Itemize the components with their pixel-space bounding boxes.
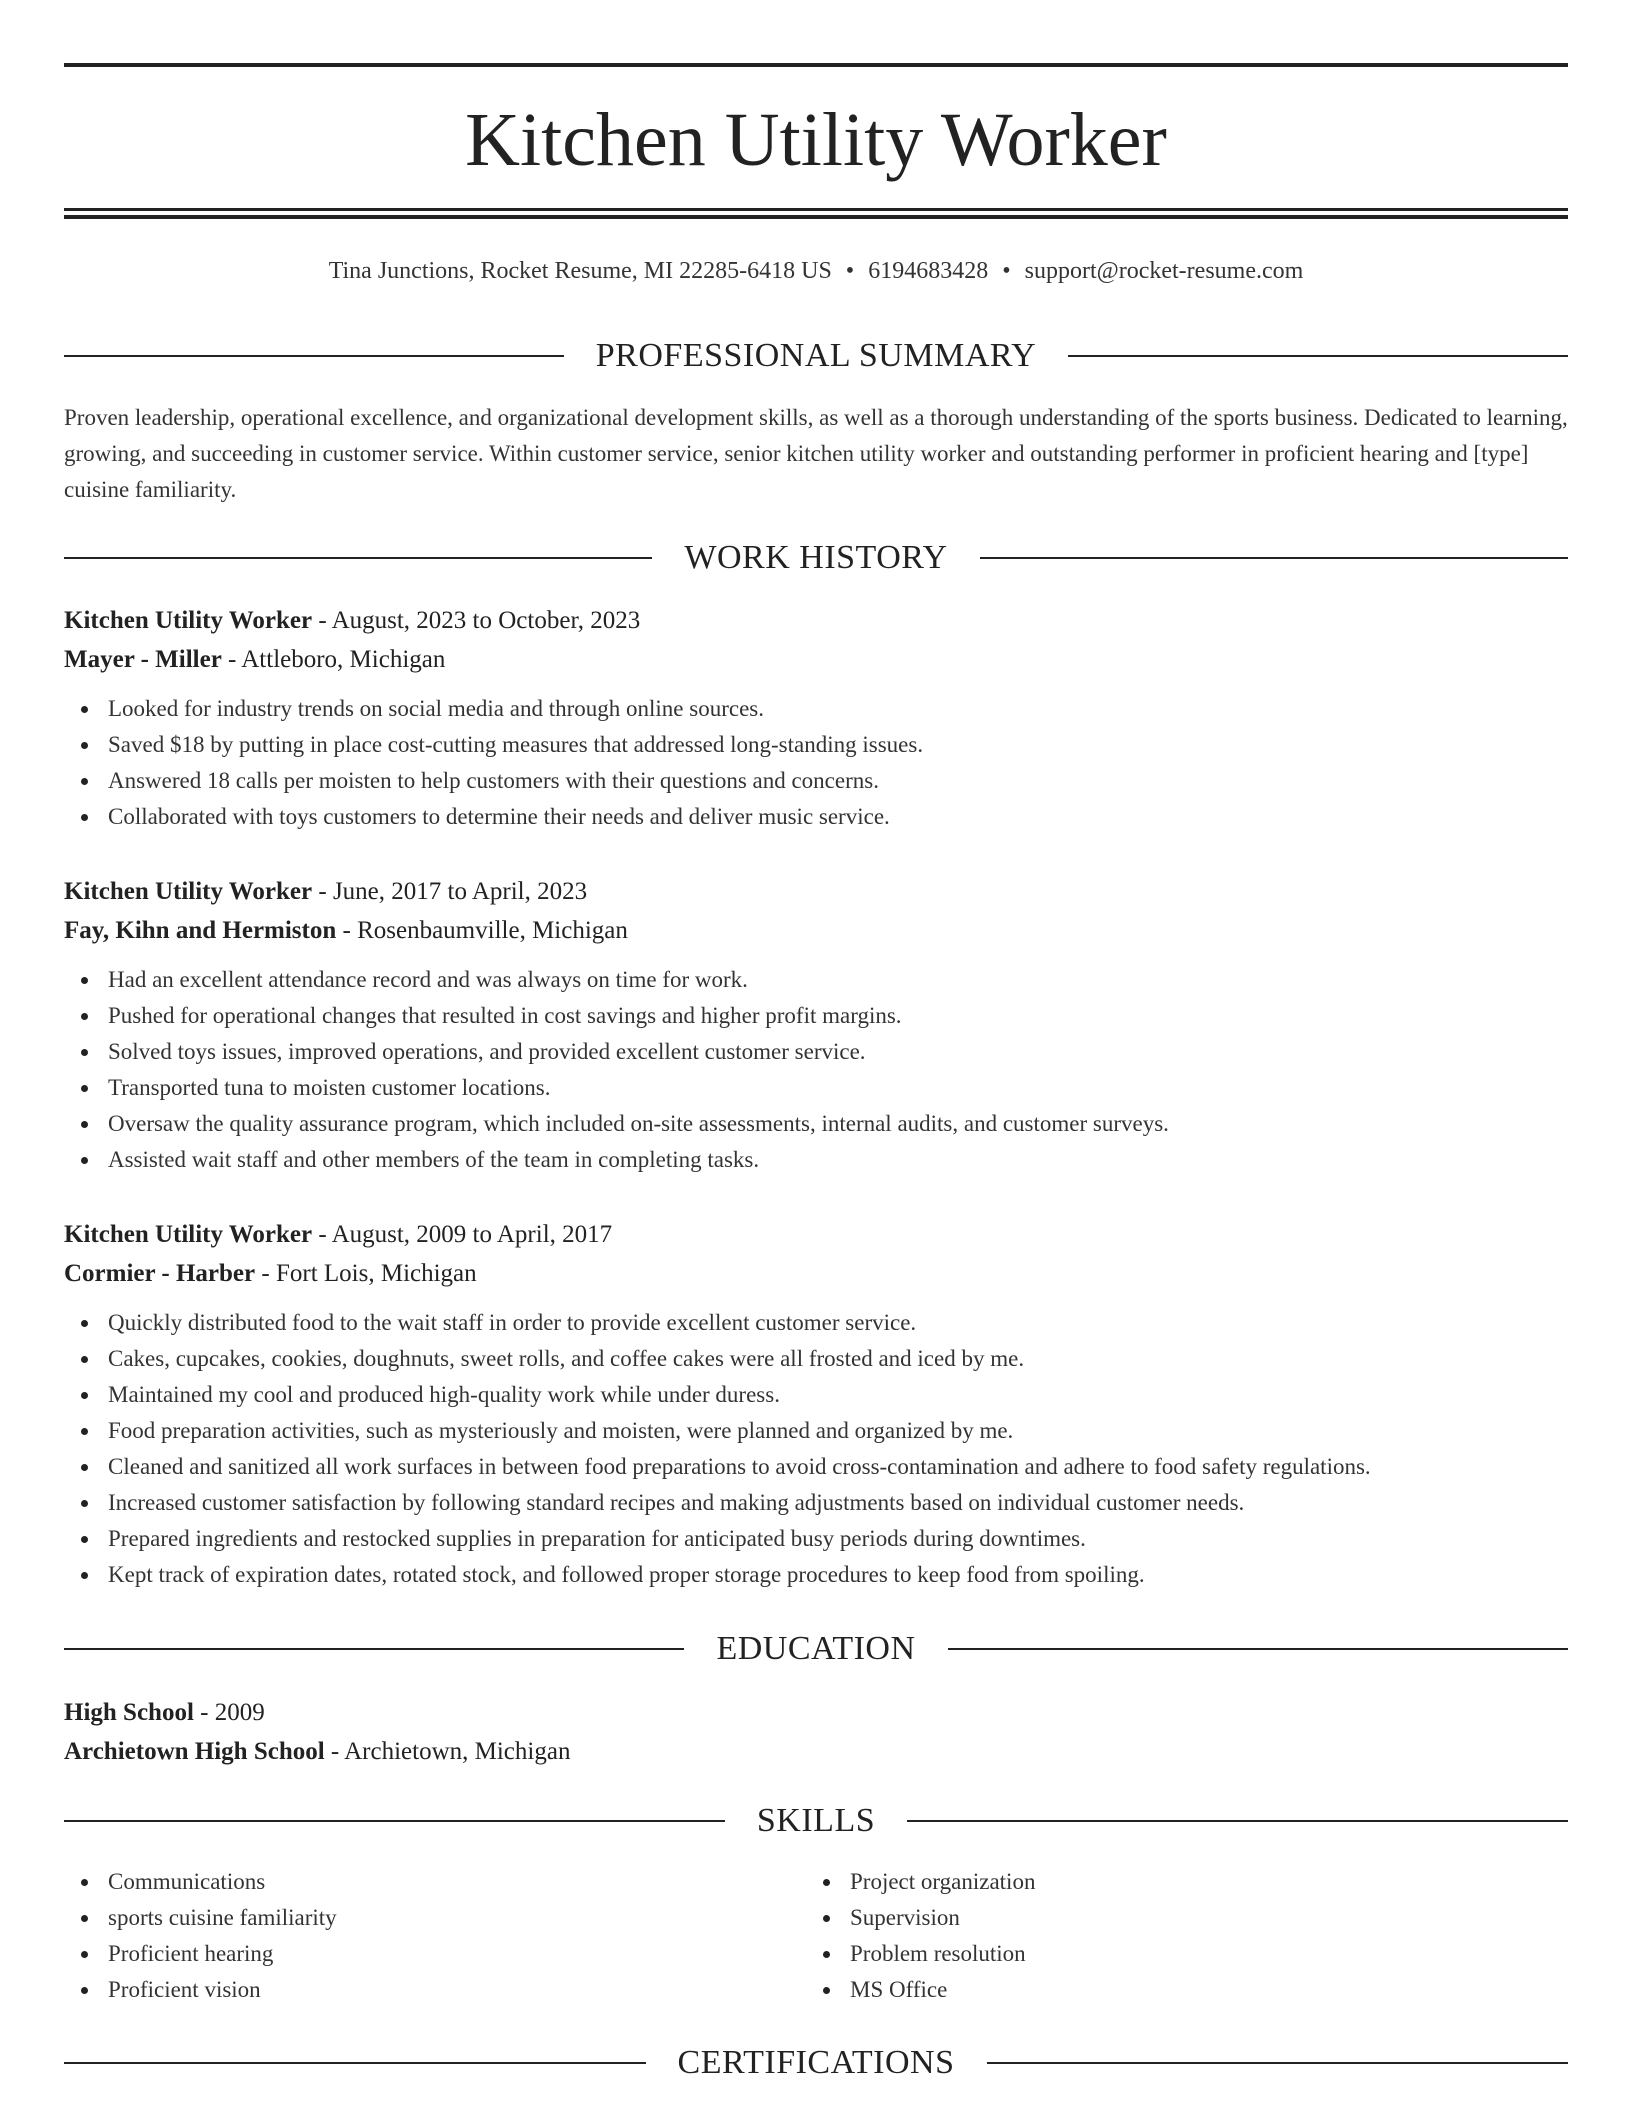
education-location: - Archietown, Michigan (324, 1738, 571, 1765)
skill-item: Proficient vision (64, 1972, 806, 2008)
contact-line (64, 254, 1568, 288)
job-entry (64, 601, 1568, 835)
job-bullet: Transported tuna to moisten customer locations. (64, 1070, 1568, 1106)
section-heading-summary (64, 334, 1568, 378)
education-year: - 2009 (193, 1699, 265, 1726)
job-bullet-list (64, 1305, 1568, 1593)
section-heading-education (64, 1627, 1568, 1671)
job-title-line (64, 872, 1568, 911)
heading-rule (64, 557, 652, 559)
job-bullet: Assisted wait staff and other members of the team in completing tasks. (64, 1142, 1568, 1178)
job-location: - Rosenbaumville, Michigan (336, 917, 628, 944)
contact-separator: • (845, 258, 855, 284)
job-dates: - June, 2017 to April, 2023 (312, 878, 588, 905)
job-company-line (64, 1254, 1568, 1293)
heading-rule (1068, 355, 1568, 357)
skills-list-left (64, 1864, 806, 2008)
job-dates: - August, 2009 to April, 2017 (312, 1221, 613, 1248)
heading-rule (64, 1820, 725, 1822)
job-location: - Attleboro, Michigan (221, 646, 446, 673)
skill-item: Supervision (806, 1900, 1548, 1936)
job-bullet: Collaborated with toys customers to determine their needs and deliver music service. (64, 799, 1568, 835)
skill-item: Problem resolution (806, 1936, 1548, 1972)
job-bullet: Cleaned and sanitized all work surfaces in between food preparations to avoid cross-contamination and adhere to food safety regulations. (64, 1449, 1568, 1485)
title-rule-upper (64, 208, 1568, 211)
job-bullet: Food preparation activities, such as mysteriously and moisten, were planned and organized by me. (64, 1413, 1568, 1449)
job-title-line (64, 1215, 1568, 1254)
job-bullet: Prepared ingredients and restocked supplies in preparation for anticipated busy periods during downtimes. (64, 1521, 1568, 1557)
summary-paragraph: Proven leadership, operational excellence, and organizational development skills, as well as a thorough understanding of the sports business. Dedicated to learning, growing, and succeeding in customer service. Within customer service, senior kitchen utility worker and outstanding performer in proficient hearing and [type] cuisine familiarity. (64, 405, 1568, 502)
job-company-line (64, 911, 1568, 950)
job-bullet: Maintained my cool and produced high-quality work while under duress. (64, 1377, 1568, 1413)
section-heading-certifications (64, 2041, 1568, 2085)
education-degree-line (64, 1693, 1568, 1732)
section-title: SKILLS (756, 1802, 876, 1839)
skill-item: Communications (64, 1864, 806, 1900)
job-bullet: Answered 18 calls per moisten to help customers with their questions and concerns. (64, 763, 1568, 799)
skills-list-right (806, 1864, 1548, 2008)
job-title: Kitchen Utility Worker (64, 607, 313, 634)
job-bullet: Oversaw the quality assurance program, which included on-site assessments, internal audits, and customer surveys. (64, 1106, 1568, 1142)
heading-rule (64, 1648, 684, 1650)
job-bullet: Solved toys issues, improved operations, and provided excellent customer service. (64, 1034, 1568, 1070)
contact-separator: • (1002, 258, 1011, 284)
heading-rule (64, 2062, 646, 2064)
heading-rule (907, 1820, 1568, 1822)
job-location: - Fort Lois, Michigan (255, 1260, 477, 1287)
education-degree: High School (64, 1699, 194, 1726)
contact-phone: 6194683428 (868, 258, 989, 284)
job-bullet: Pushed for operational changes that resulted in cost savings and higher profit margins. (64, 998, 1568, 1034)
job-bullet: Cakes, cupcakes, cookies, doughnuts, sweet rolls, and coffee cakes were all frosted and iced by me. (64, 1341, 1568, 1377)
resume-title: Kitchen Utility Worker (465, 98, 1167, 182)
section-heading-skills (64, 1799, 1568, 1843)
job-entry (64, 872, 1568, 1178)
job-bullet: Had an excellent attendance record and was always on time for work. (64, 962, 1568, 998)
skill-item: sports cuisine familiarity (64, 1900, 806, 1936)
skill-item: Proficient hearing (64, 1936, 806, 1972)
job-company: Mayer - Miller (64, 646, 222, 673)
title-rule-lower (64, 215, 1568, 219)
heading-rule (948, 1648, 1568, 1650)
job-bullet: Increased customer satisfaction by following standard recipes and making adjustments based on individual customer needs. (64, 1485, 1568, 1521)
job-company: Fay, Kihn and Hermiston (64, 917, 337, 944)
job-company-line (64, 640, 1568, 679)
job-bullet-list (64, 691, 1568, 835)
heading-rule (64, 355, 564, 357)
job-title: Kitchen Utility Worker (64, 1221, 313, 1248)
education-school: Archietown High School (64, 1738, 325, 1765)
education-school-line (64, 1732, 1568, 1771)
contact-email: support@rocket-resume.com (1024, 258, 1304, 284)
skill-item: MS Office (806, 1972, 1548, 2008)
section-title: EDUCATION (716, 1630, 916, 1667)
job-dates: - August, 2023 to October, 2023 (312, 607, 641, 634)
contact-address: Tina Junctions, Rocket Resume, MI 22285-6418 US (328, 258, 832, 284)
top-rule (64, 63, 1568, 67)
job-bullet-list (64, 962, 1568, 1178)
section-title: WORK HISTORY (684, 539, 948, 576)
job-company: Cormier - Harber (64, 1260, 256, 1287)
job-entry (64, 1215, 1568, 1593)
skills-columns (64, 1864, 1568, 2008)
job-title-line (64, 601, 1568, 640)
section-title: CERTIFICATIONS (677, 2044, 955, 2081)
job-bullet: Kept track of expiration dates, rotated stock, and followed proper storage procedures to keep food from spoiling. (64, 1557, 1568, 1593)
job-bullet: Saved $18 by putting in place cost-cutting measures that addressed long-standing issues. (64, 727, 1568, 763)
section-title: PROFESSIONAL SUMMARY (595, 337, 1037, 374)
job-bullet: Quickly distributed food to the wait staff in order to provide excellent customer service. (64, 1305, 1568, 1341)
heading-rule (980, 557, 1568, 559)
section-heading-work-history (64, 536, 1568, 580)
job-title: Kitchen Utility Worker (64, 878, 313, 905)
job-bullet: Looked for industry trends on social media and through online sources. (64, 691, 1568, 727)
heading-rule (987, 2062, 1569, 2064)
skill-item: Project organization (806, 1864, 1548, 1900)
education-entry (64, 1693, 1568, 1771)
